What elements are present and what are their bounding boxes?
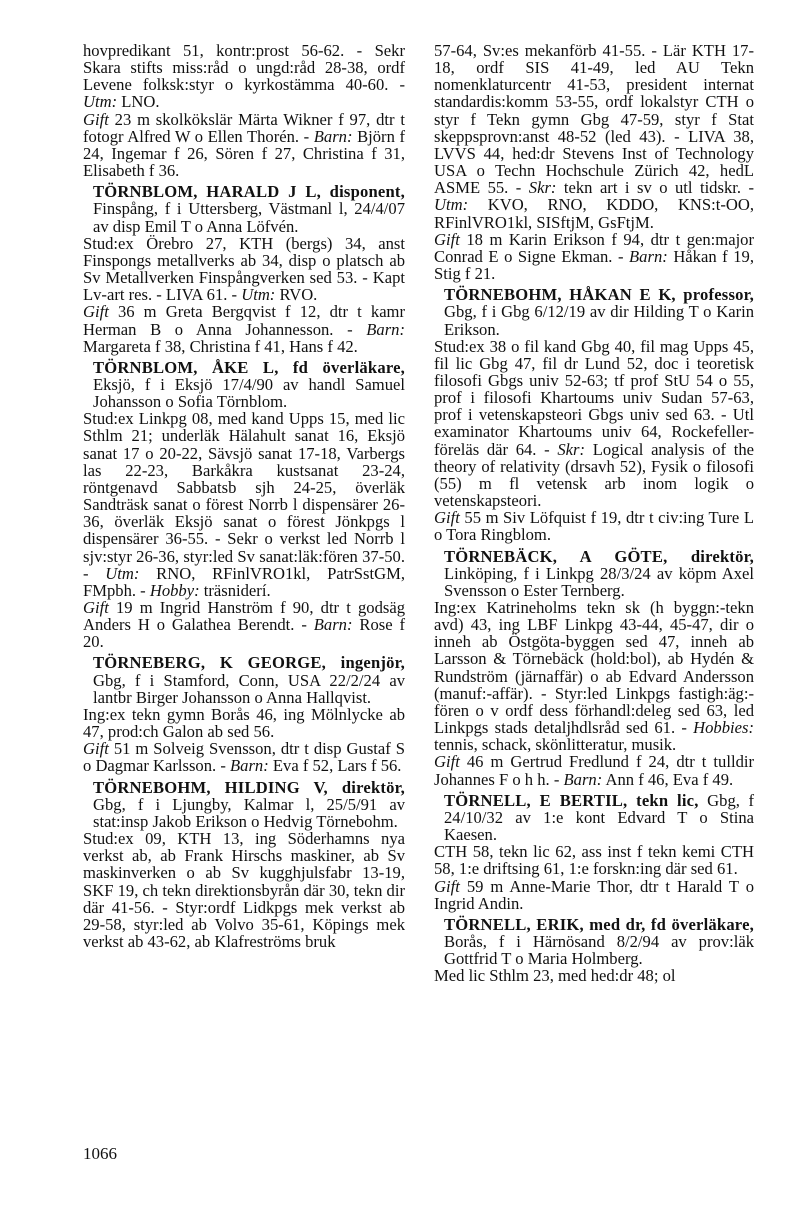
entry-heading-paragraph bbox=[434, 286, 754, 337]
entry-text: Gbg, f i Stamford, Conn, USA 22/2/24 av lantbr Birger Johansson o Anna Hallqvist. bbox=[93, 670, 405, 707]
biography-entry bbox=[434, 916, 754, 985]
entry-paragraph: Gift 36 m Greta Bergqvist f 12, dtr t kamr Herman B o Anna Johannesson. - Barn: Margareta f 38, Christina f 41, Hans f 42. bbox=[83, 302, 405, 356]
entry-name: TÖRNEBOHM, HILDING V, direktör, bbox=[93, 777, 405, 797]
entry-paragraph: CTH 58, tekn lic 62, ass inst f tekn kemi CTH 58, 1:e driftsing 61, 1:e forskn:ing där sed 61. bbox=[434, 842, 754, 879]
entry-text: Borås, f i Härnösand 8/2/94 av prov:läk Gottfrid T o Maria Holmberg. bbox=[444, 931, 754, 969]
entry-name: TÖRNEBÄCK, A GÖTE, direktör, bbox=[444, 546, 754, 566]
entry-text: Gbg, f i Ljungby, Kalmar l, 25/5/91 av stat:insp Jakob Erikson o Hedvig Törnebohm. bbox=[93, 794, 405, 831]
entry-heading-paragraph bbox=[83, 779, 405, 830]
biography-entry bbox=[83, 359, 405, 651]
page-number: 1066 bbox=[83, 1144, 117, 1163]
entry-heading-paragraph bbox=[434, 548, 754, 599]
entry-text: Gbg, f i Gbg 6/12/19 av dir Hilding T o Karin Erikson. bbox=[444, 302, 754, 339]
entry-paragraph: Gift 19 m Ingrid Hanström f 90, dtr t godsäg Anders H o Galathea Berendt. - Barn: Rose f 20. bbox=[83, 598, 405, 652]
entry-paragraph: hovpredikant 51, kontr:prost 56-62. - Sekr Skara stifts miss:råd o ungd:råd 28-38, ordf Levene folksk:styr o kyrkostämma 40-60. - Utm: LNO. bbox=[83, 41, 405, 112]
entry-paragraph: 57-64, Sv:es mekanförb 41-55. - Lär KTH 17-18, ordf SIS 41-49, led AU Tekn nomenklaturcentr 41-53, president internat standardis:komm 53-55, ordf lokalstyr CTH o styr f Tekn gymn Gbg 47-59, styr f Stat skeppsprovn:anst 48-52 (led 43). - LIVA 38, LVVS 44, hed:dr Stevens Inst of Technology USA o Techn Hochschule Zürich 42, hedL ASME 55. - Skr: tekn art i sv o utl tidskr. - Utm: KVO, RNO, KDDO, KNS:t-OO, RFinlVRO1kl, SISftjM, GsFtjM. bbox=[434, 41, 754, 232]
biography-entry bbox=[83, 183, 405, 355]
entry-paragraph: Stud:ex Linkpg 08, med kand Upps 15, med lic Sthlm 21; underläk Hälahult sanat 16, Eksjö sanat 17 o 20-22, Sävsjö sanat 17-18, Varbergs las 22-23, Barkåkra kustsanat 23-24, röntgenavd Sabbatsb sjh 24-25, överläk Sandträsk sanat o förest Norrb l dispensärer 26-36, överläk Eksjö sanat o förest Jönkpgs l dispensärer 36-55. - Sekr o verkst led Norrb l sjv:styr 26-36, styr:led Sv sanat:läk:fören 37-50. - Utm: RNO, RFinlVRO1kl, PatrSstGM, FMpbh. - Hobby: träsniderí. bbox=[83, 409, 405, 600]
left-column bbox=[83, 42, 405, 950]
biography-entry bbox=[434, 792, 754, 912]
entry-paragraph: Gift 18 m Karin Erikson f 94, dtr t gen:major Conrad E o Signe Ekman. - Barn: Håkan f 19, Stig f 21. bbox=[434, 229, 754, 284]
entry-name: TÖRNBLOM, ÅKE L, fd överläkare, bbox=[93, 357, 405, 377]
biography-entry bbox=[83, 779, 405, 951]
entry-paragraph: Med lic Sthlm 23, med hed:dr 48; ol bbox=[434, 966, 676, 986]
entry-heading-paragraph bbox=[83, 654, 405, 705]
entry-text: Finspång, f i Uttersberg, Västmanl l, 24/4/07 av disp Emil T o Anna Löfvén. bbox=[93, 199, 405, 236]
entry-paragraph: Ing:ex Katrineholms tekn sk (h byggn:-tekn avd) 43, ing LBF Linkpg 43-44, 45-47, dir o inneh ab Östgöta-byggen sed 47, inneh ab Larsson & Törnebäck (hold:bol), ab Hydén & Rundström (järnaffär) o ab Edvard Andersson (manuf:-affär). - Styr:led Linkpgs fastigh:äg:-fören o v ordf dess förhandl:deleg sed 63, led Linkpgs stads detaljhdlsråd sed 61. - Hobbies: tennis, schack, skönlitteratur, musik. bbox=[434, 598, 754, 755]
entry-heading-paragraph bbox=[83, 359, 405, 410]
entry-heading-paragraph bbox=[434, 916, 754, 967]
entry-heading-paragraph bbox=[434, 792, 754, 843]
entry-paragraph: Gift 59 m Anne-Marie Thor, dtr t Harald T o Ingrid Andin. bbox=[434, 876, 754, 913]
entry-paragraph: Stud:ex Örebro 27, KTH (bergs) 34, anst Finspongs metallverks ab 34, disp o platsch ab Sv Metallverken Finspångverken sed 53. - Kapt Lv-art res. - LIVA 61. - Utm: RVO. bbox=[83, 233, 405, 305]
entry-heading-paragraph bbox=[83, 183, 405, 234]
entry-paragraph: Gift 23 m skolkökslär Märta Wikner f 97, dtr t fotogr Alfred W o Ellen Thorén. - Barn: Björn f 24, Ingemar f 26, Sören f 27, Christina f 31, Elisabeth f 36. bbox=[83, 109, 405, 181]
entry-paragraph: Stud:ex 38 o fil kand Gbg 40, fil mag Upps 45, fil lic Gbg 47, fil dr Lund 52, doc i teoretisk filosofi Gbgs univ 52-63; tf prof StU 54 o 55, prof i filosofi Khartoums univ Sudan 57-63, prof i vetenskapsteori Gbgs univ sed 63. - Utl examinator Khartoums univ 64, Rockefeller-föreläs där 64. - Skr: Logical analysis of the theory of relativity (drsavh 52), Fysik o filosofi (55) m fl vetensk arb inom logik o vetenskapsteori. bbox=[434, 336, 754, 511]
biography-entry bbox=[83, 42, 405, 179]
entry-name: TÖRNELL, E BERTIL, tekn lic, bbox=[444, 790, 699, 810]
entry-paragraph: Ing:ex tekn gymn Borås 46, ing Mölnlycke ab 47, prod:ch Galon ab sed 56. bbox=[83, 704, 405, 742]
biography-entry bbox=[83, 654, 405, 774]
entry-name: TÖRNBLOM, HARALD J L, disponent, bbox=[93, 182, 405, 202]
entry-paragraph: Gift 55 m Siv Löfquist f 19, dtr t civ:ing Ture L o Tora Ringblom. bbox=[434, 508, 754, 545]
biography-entry bbox=[434, 42, 754, 282]
entry-text: Linköping, f i Linkpg 28/3/24 av köpm Axel Svensson o Ester Ternberg. bbox=[444, 563, 754, 600]
entry-name: TÖRNEBOHM, HÅKAN E K, professor, bbox=[444, 285, 754, 305]
entry-text: Gbg, f 24/10/32 av 1:e kont Edvard T o Stina Kaesen. bbox=[444, 790, 754, 845]
biography-entry bbox=[434, 548, 754, 788]
entry-paragraph: Gift 51 m Solveig Svensson, dtr t disp Gustaf S o Dagmar Karlsson. - Barn: Eva f 52, Lars f 56. bbox=[83, 739, 405, 776]
biography-entry bbox=[434, 286, 754, 543]
entry-paragraph: Gift 46 m Gertrud Fredlund f 24, dtr t tulldir Johannes F o h h. - Barn: Ann f 46, Eva f 49. bbox=[434, 752, 754, 789]
entry-text: Eksjö, f i Eksjö 17/4/90 av handl Samuel Johansson o Sofia Törnblom. bbox=[93, 374, 405, 412]
right-column bbox=[434, 42, 754, 984]
entry-paragraph: Stud:ex 09, KTH 13, ing Söderhamns nya verkst ab, ab Frank Hirschs maskiner, ab Sv maskinverken o ab Sv kugghjulsfabr 13-19, SKF 19, ch tekn direktionsbyrån där 30, tekn dir där 41-56. - Styr:ordf Lidkpgs mek verkst ab 29-58, styr:led ab Volvo 35-61, Köpings mek verkst ab 43-62, ab Klafreströms bruk bbox=[83, 829, 405, 951]
entry-name: TÖRNELL, ERIK, med dr, fd överläkare, bbox=[444, 914, 754, 934]
entry-name: TÖRNEBERG, K GEORGE, ingenjör, bbox=[93, 653, 405, 673]
